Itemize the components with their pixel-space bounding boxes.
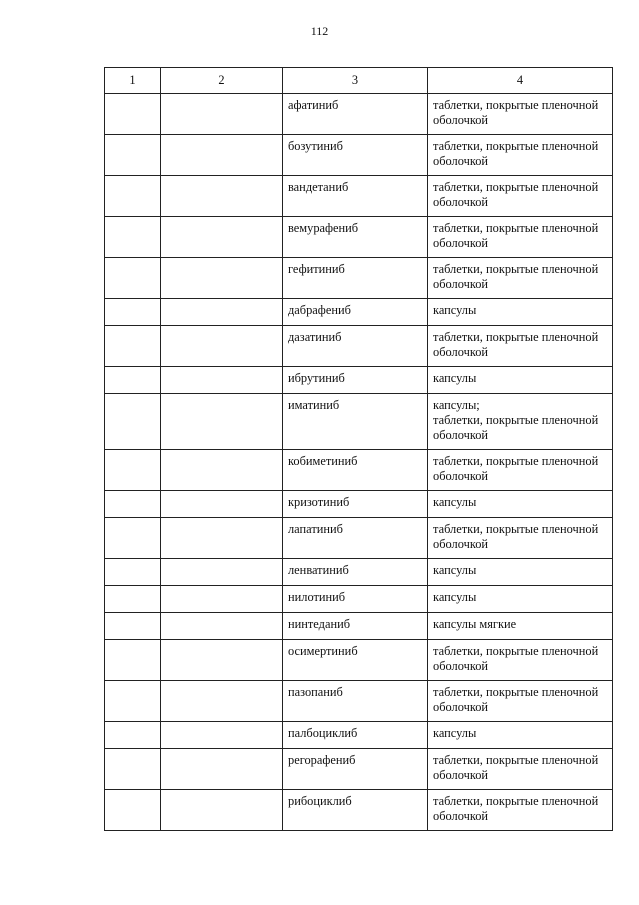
column-header-1: 1 (105, 68, 161, 94)
empty-cell-col1 (105, 217, 161, 258)
drug-name-cell: вандетаниб (283, 176, 428, 217)
table-row (105, 135, 613, 176)
table-row (105, 722, 613, 749)
dosage-form-cell: таблетки, покрытые пленочной оболочкой (428, 640, 613, 681)
table-row (105, 640, 613, 681)
table-body (105, 94, 613, 831)
drug-table (104, 67, 613, 831)
dosage-form-cell: таблетки, покрытые пленочной оболочкой (428, 518, 613, 559)
drug-name-cell: вемурафениб (283, 217, 428, 258)
drug-name-cell: пазопаниб (283, 681, 428, 722)
drug-name-cell: кризотиниб (283, 491, 428, 518)
dosage-form-cell: таблетки, покрытые пленочной оболочкой (428, 326, 613, 367)
dosage-form-cell: таблетки, покрытые пленочной оболочкой (428, 681, 613, 722)
empty-cell-col2 (161, 586, 283, 613)
dosage-form-cell: таблетки, покрытые пленочной оболочкой (428, 176, 613, 217)
drug-name-cell: кобиметиниб (283, 450, 428, 491)
empty-cell-col2 (161, 722, 283, 749)
empty-cell-col2 (161, 299, 283, 326)
empty-cell-col1 (105, 326, 161, 367)
empty-cell-col1 (105, 518, 161, 559)
empty-cell-col2 (161, 640, 283, 681)
empty-cell-col2 (161, 326, 283, 367)
table-row (105, 613, 613, 640)
empty-cell-col2 (161, 367, 283, 394)
drug-name-cell: афатиниб (283, 94, 428, 135)
table-row (105, 749, 613, 790)
empty-cell-col1 (105, 790, 161, 831)
empty-cell-col1 (105, 450, 161, 491)
dosage-form-cell: капсулы (428, 367, 613, 394)
table-row (105, 94, 613, 135)
column-header-3: 3 (283, 68, 428, 94)
empty-cell-col2 (161, 258, 283, 299)
table-row (105, 790, 613, 831)
dosage-form-cell: таблетки, покрытые пленочной оболочкой (428, 450, 613, 491)
dosage-form-cell: таблетки, покрытые пленочной оболочкой (428, 790, 613, 831)
column-header-2: 2 (161, 68, 283, 94)
empty-cell-col2 (161, 681, 283, 722)
empty-cell-col1 (105, 613, 161, 640)
dosage-form-cell: капсулы (428, 559, 613, 586)
dosage-form-cell: таблетки, покрытые пленочной оболочкой (428, 258, 613, 299)
table-row (105, 491, 613, 518)
dosage-form-cell: таблетки, покрытые пленочной оболочкой (428, 94, 613, 135)
empty-cell-col1 (105, 367, 161, 394)
table-row (105, 586, 613, 613)
empty-cell-col2 (161, 559, 283, 586)
empty-cell-col1 (105, 640, 161, 681)
empty-cell-col1 (105, 176, 161, 217)
dosage-form-cell: таблетки, покрытые пленочной оболочкой (428, 749, 613, 790)
empty-cell-col1 (105, 749, 161, 790)
empty-cell-col2 (161, 135, 283, 176)
empty-cell-col2 (161, 790, 283, 831)
drug-name-cell: лапатиниб (283, 518, 428, 559)
table-row (105, 176, 613, 217)
table-row (105, 518, 613, 559)
dosage-form-cell: таблетки, покрытые пленочной оболочкой (428, 135, 613, 176)
drug-name-cell: бозутиниб (283, 135, 428, 176)
dosage-form-cell: таблетки, покрытые пленочной оболочкой (428, 217, 613, 258)
drug-name-cell: ленватиниб (283, 559, 428, 586)
drug-name-cell: регорафениб (283, 749, 428, 790)
drug-name-cell: нилотиниб (283, 586, 428, 613)
table-row (105, 559, 613, 586)
empty-cell-col2 (161, 176, 283, 217)
dosage-form-cell: капсулы (428, 722, 613, 749)
table-row (105, 450, 613, 491)
table-row (105, 367, 613, 394)
dosage-form-cell: капсулы (428, 299, 613, 326)
empty-cell-col1 (105, 681, 161, 722)
table-row (105, 394, 613, 450)
empty-cell-col1 (105, 299, 161, 326)
empty-cell-col2 (161, 613, 283, 640)
empty-cell-col2 (161, 491, 283, 518)
drug-name-cell: палбоциклиб (283, 722, 428, 749)
empty-cell-col1 (105, 586, 161, 613)
drug-name-cell: иматиниб (283, 394, 428, 450)
empty-cell-col1 (105, 491, 161, 518)
drug-name-cell: нинтеданиб (283, 613, 428, 640)
dosage-form-cell: капсулы (428, 586, 613, 613)
table-row (105, 258, 613, 299)
empty-cell-col2 (161, 94, 283, 135)
empty-cell-col1 (105, 722, 161, 749)
empty-cell-col2 (161, 217, 283, 258)
empty-cell-col1 (105, 94, 161, 135)
column-header-4: 4 (428, 68, 613, 94)
drug-name-cell: осимертиниб (283, 640, 428, 681)
empty-cell-col1 (105, 258, 161, 299)
empty-cell-col2 (161, 518, 283, 559)
table-row (105, 217, 613, 258)
table-row (105, 299, 613, 326)
table-header-row (105, 68, 613, 94)
empty-cell-col2 (161, 749, 283, 790)
dosage-form-cell: капсулы; таблетки, покрытые пленочной оболочкой (428, 394, 613, 450)
drug-name-cell: рибоциклиб (283, 790, 428, 831)
drug-name-cell: ибрутиниб (283, 367, 428, 394)
table-row (105, 681, 613, 722)
drug-name-cell: дабрафениб (283, 299, 428, 326)
dosage-form-cell: капсулы (428, 491, 613, 518)
table-row (105, 326, 613, 367)
empty-cell-col1 (105, 394, 161, 450)
page-number: 112 (310, 24, 329, 38)
empty-cell-col1 (105, 135, 161, 176)
empty-cell-col2 (161, 394, 283, 450)
drug-name-cell: гефитиниб (283, 258, 428, 299)
drug-name-cell: дазатиниб (283, 326, 428, 367)
empty-cell-col2 (161, 450, 283, 491)
dosage-form-cell: капсулы мягкие (428, 613, 613, 640)
empty-cell-col1 (105, 559, 161, 586)
